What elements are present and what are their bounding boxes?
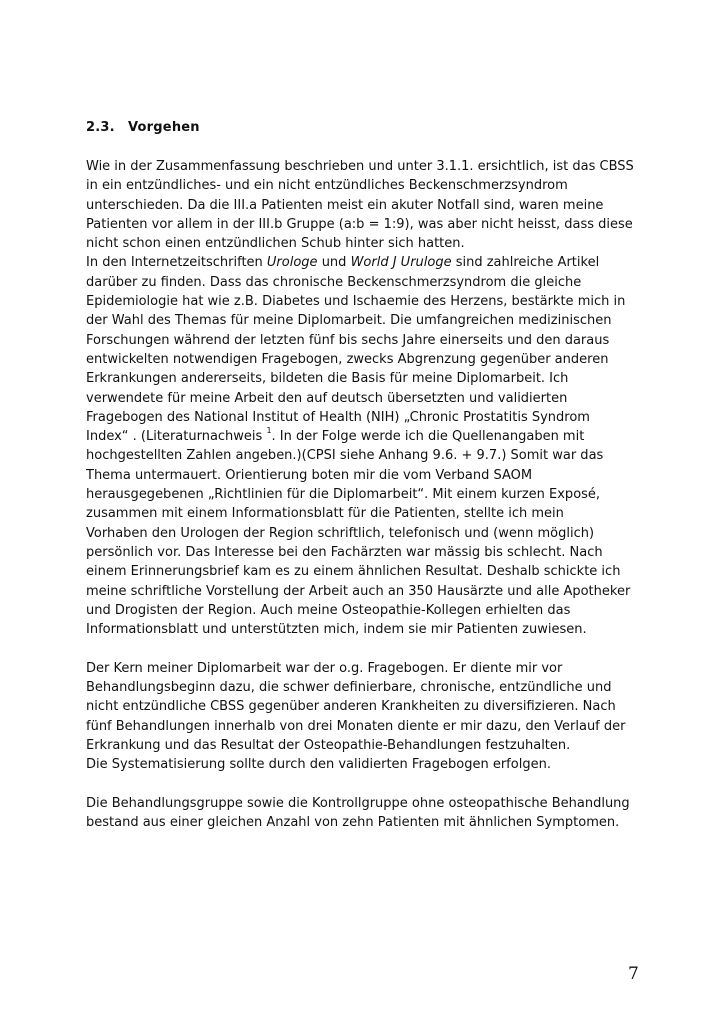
text-line: unterschieden. Da die III.a Patienten meist ein akuter Notfall sind, waren meine (86, 197, 604, 213)
text-line: darüber zu finden. Dass das chronische Beckenschmerzsyndrom die gleiche (86, 274, 582, 290)
text-line: Forschungen während der letzten fünf bis sechs Jahre einerseits und den daraus (86, 332, 610, 348)
paragraph-procedure (86, 157, 656, 639)
text-line: Informationsblatt und unterstützten mich, indem sie mir Patienten zuwiesen. (86, 622, 587, 638)
text-line: der Wahl des Themas für meine Diplomarbeit. Die umfangreichen medizinischen (86, 313, 612, 329)
text-line: hochgestellten Zahlen angeben.)(CPSI siehe Anhang 9.6. + 9.7.) Somit war das (86, 448, 604, 464)
text-line: Wie in der Zusammenfassung beschrieben und unter 3.1.1. ersichtlich, ist das CBSS (86, 159, 634, 174)
text-line: Erkrankungen andererseits, bildeten die Basis für meine Diplomarbeit. Ich (86, 371, 569, 387)
page-number: 7 (628, 964, 639, 984)
text-line: zusammen mit einem Informationsblatt für die Patienten, stellte ich mein (86, 506, 564, 522)
text-line: nicht entzündliche CBSS gegenüber anderen Krankheiten zu diversifizieren. Nach (86, 699, 616, 715)
paragraph-groups (86, 794, 656, 833)
paragraph-questionnaire (86, 659, 656, 775)
journal-name-urologe: Urologe (266, 255, 318, 271)
text-line: herausgegebenen „Richtlinien für die Diplomarbeit“. Mit einem kurzen Exposé, (86, 487, 601, 503)
text-line: Die Behandlungsgruppe sowie die Kontrollgruppe ohne osteopathische Behandlung (86, 795, 630, 811)
text-line: und Drogisten der Region. Auch meine Osteopathie-Kollegen erhielten das (86, 602, 571, 618)
text-line: in ein entzündliches- und ein nicht entzündliches Beckenschmerzsyndrom (86, 178, 568, 194)
section-heading (86, 120, 200, 135)
text-line: Fragebogen des National Institut of Health (NIH) „Chronic Prostatitis Syndrom (86, 409, 590, 425)
footnote-reference: 1 (266, 425, 272, 435)
text-line-footnote (86, 427, 656, 446)
text-line: Die Systematisierung sollte durch den validierten Fragebogen erfolgen. (86, 757, 551, 773)
text-line: entwickelten notwendigen Fragebogen, zwecks Abgrenzung gegenüber anderen (86, 351, 609, 367)
text-line: Vorhaben den Urologen der Region schriftlich, telefonisch und (wenn möglich) (86, 525, 595, 541)
body-text (86, 157, 656, 852)
text-fragment: Index“ . (Literaturnachweis (86, 429, 267, 445)
text-fragment: In den Internetzeitschriften (86, 255, 267, 271)
text-line: einem Erinnerungsbrief kam es zu einem ähnlichen Resultat. Deshalb schickte ich (86, 564, 621, 580)
text-line: Thema untermauert. Orientierung boten mir die vom Verband SAOM (86, 467, 533, 483)
text-line: verwendete für meine Arbeit den auf deutsch übersetzten und validierten (86, 390, 568, 406)
text-line: nicht schon einen entzündlichen Schub hinter sich hatten. (86, 236, 465, 252)
text-line: Epidemiologie hat wie z.B. Diabetes und Ischaemie des Herzens, bestärkte mich in (86, 294, 626, 310)
text-line: bestand aus einer gleichen Anzahl von zehn Patienten mit ähnlichen Symptomen. (86, 815, 620, 831)
text-fragment: und (317, 255, 351, 271)
section-number: 2.3. (86, 120, 115, 135)
text-line: meine schriftliche Vorstellung der Arbeit auch an 350 Hausärzte und alle Apotheker (86, 583, 631, 599)
text-line: persönlich vor. Das Interesse bei den Fachärzten war mässig bis schlecht. Nach (86, 544, 603, 560)
text-fragment: sind zahlreiche Artikel (451, 255, 600, 271)
text-line: Behandlungsbeginn dazu, die schwer definierbare, chronische, entzündliche und (86, 680, 612, 696)
journal-name-world-j-uruloge: World J Uruloge (350, 255, 452, 271)
section-title: Vorgehen (128, 120, 200, 135)
text-line: Erkrankung und das Resultat der Osteopathie-Behandlungen festzuhalten. (86, 737, 571, 753)
text-line-journals (86, 253, 656, 272)
text-line: Der Kern meiner Diplomarbeit war der o.g. Fragebogen. Er diente mir vor (86, 660, 563, 676)
text-line: Patienten vor allem in der III.b Gruppe (a:b = 1:9), was aber nicht heisst, dass diese (86, 216, 633, 232)
text-fragment: . In der Folge werde ich die Quellenangaben mit (271, 429, 585, 445)
text-line: fünf Behandlungen innerhalb von drei Monaten diente er mir dazu, den Verlauf der (86, 718, 626, 734)
